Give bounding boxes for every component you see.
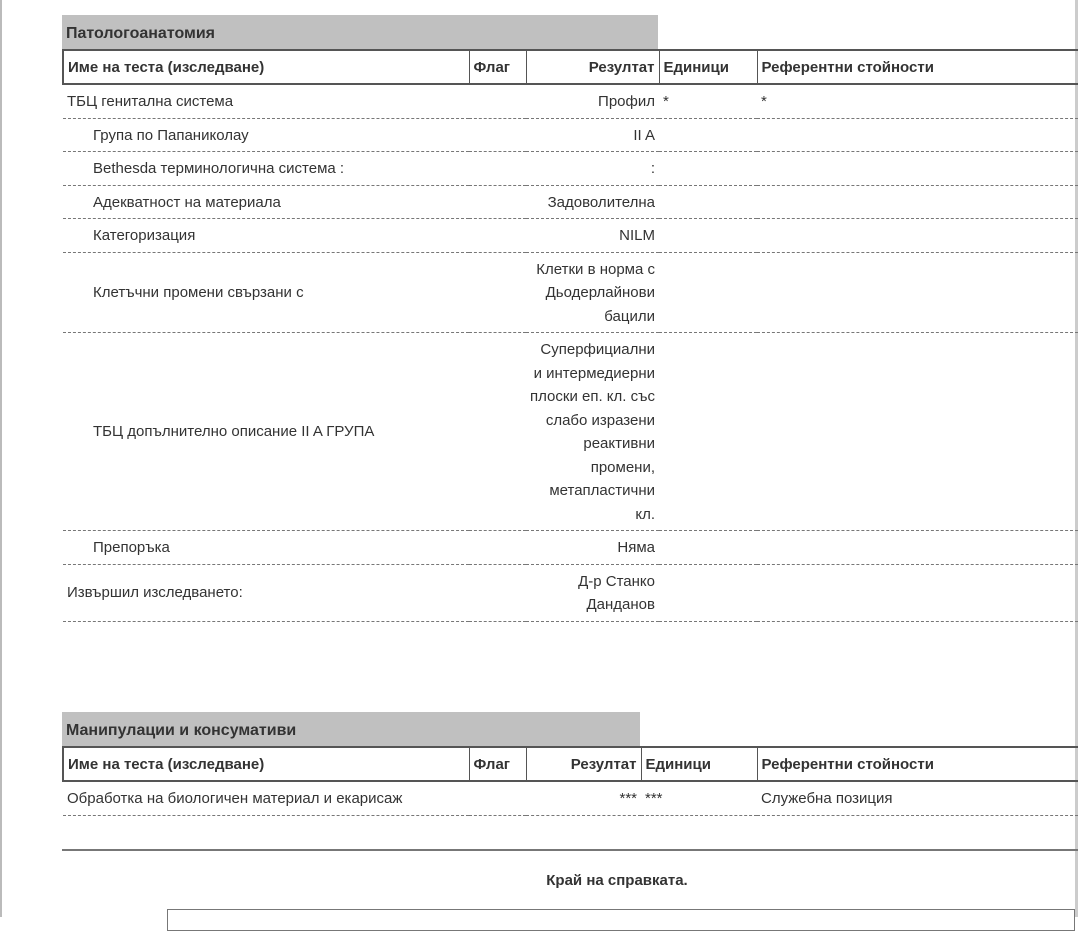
col-units: Единици [641, 747, 757, 781]
units [659, 531, 757, 565]
result: Клетки в норма с Дьодерлайнови бацили [526, 252, 659, 333]
col-result: Резултат [526, 50, 659, 84]
col-units: Единици [659, 50, 757, 84]
table-row [63, 118, 1078, 152]
left-border [0, 0, 2, 917]
col-name: Име на теста (изследване) [63, 50, 469, 84]
units: * [659, 84, 757, 118]
result: Няма [526, 531, 659, 565]
flag [469, 333, 526, 531]
test-name: Категоризация [63, 219, 469, 253]
section-pathology [62, 15, 1078, 622]
footer-box [167, 909, 1075, 931]
units: *** [641, 781, 757, 815]
section-manipulations [62, 712, 1078, 816]
flag [469, 118, 526, 152]
test-name: Обработка на биологичен материал и екарисаж [63, 781, 469, 815]
table-header [63, 50, 1078, 84]
results-table [62, 49, 1078, 622]
result: Суперфициални и интермедиерни плоски еп. кл. със слабо изразени реактивни промени, метапластични кл. [526, 333, 659, 531]
units [659, 118, 757, 152]
table-row [63, 531, 1078, 565]
flag [469, 781, 526, 815]
reference [757, 564, 1078, 621]
test-name: Препоръка [63, 531, 469, 565]
reference [757, 252, 1078, 333]
flag [469, 219, 526, 253]
col-ref: Референтни стойности [757, 747, 1078, 781]
table-header [63, 747, 1078, 781]
flag [469, 531, 526, 565]
table-row [63, 252, 1078, 333]
table-row [63, 84, 1078, 118]
end-of-report: Край на справката. [546, 872, 688, 889]
col-flag: Флаг [469, 747, 526, 781]
units [659, 252, 757, 333]
reference [757, 185, 1078, 219]
table-row [63, 781, 1078, 815]
reference [757, 531, 1078, 565]
table-row [63, 185, 1078, 219]
result: *** [526, 781, 641, 815]
flag [469, 252, 526, 333]
result: : [526, 152, 659, 186]
reference [757, 152, 1078, 186]
result: Профил [526, 84, 659, 118]
reference: Служебна позиция [757, 781, 1078, 815]
test-name: Клетъчни промени свързани с [63, 252, 469, 333]
units [659, 219, 757, 253]
col-result: Резултат [526, 747, 641, 781]
col-name: Име на теста (изследване) [63, 747, 469, 781]
table-row [63, 333, 1078, 531]
col-flag: Флаг [469, 50, 526, 84]
reference: * [757, 84, 1078, 118]
section-title: Манипулации и консумативи [62, 712, 640, 746]
result: Задоволителна [526, 185, 659, 219]
col-ref: Референтни стойности [757, 50, 1078, 84]
test-name: Адекватност на материала [63, 185, 469, 219]
reference [757, 118, 1078, 152]
flag [469, 185, 526, 219]
units [659, 564, 757, 621]
flag [469, 564, 526, 621]
table-row [63, 152, 1078, 186]
result: Д-р Станко Данданов [526, 564, 659, 621]
section-title: Патологоанатомия [62, 15, 658, 49]
result: II A [526, 118, 659, 152]
flag [469, 152, 526, 186]
test-name: Bethesda терминологична система : [63, 152, 469, 186]
divider [62, 849, 1078, 851]
reference [757, 219, 1078, 253]
test-name: Група по Папаниколау [63, 118, 469, 152]
units [659, 152, 757, 186]
units [659, 333, 757, 531]
results-table [62, 746, 1078, 816]
units [659, 185, 757, 219]
test-name: Извършил изследването: [63, 564, 469, 621]
result: NILM [526, 219, 659, 253]
test-name: ТБЦ допълнително описание II A ГРУПА [63, 333, 469, 531]
reference [757, 333, 1078, 531]
table-row [63, 564, 1078, 621]
test-name: ТБЦ генитална система [63, 84, 469, 118]
flag [469, 84, 526, 118]
table-row [63, 219, 1078, 253]
